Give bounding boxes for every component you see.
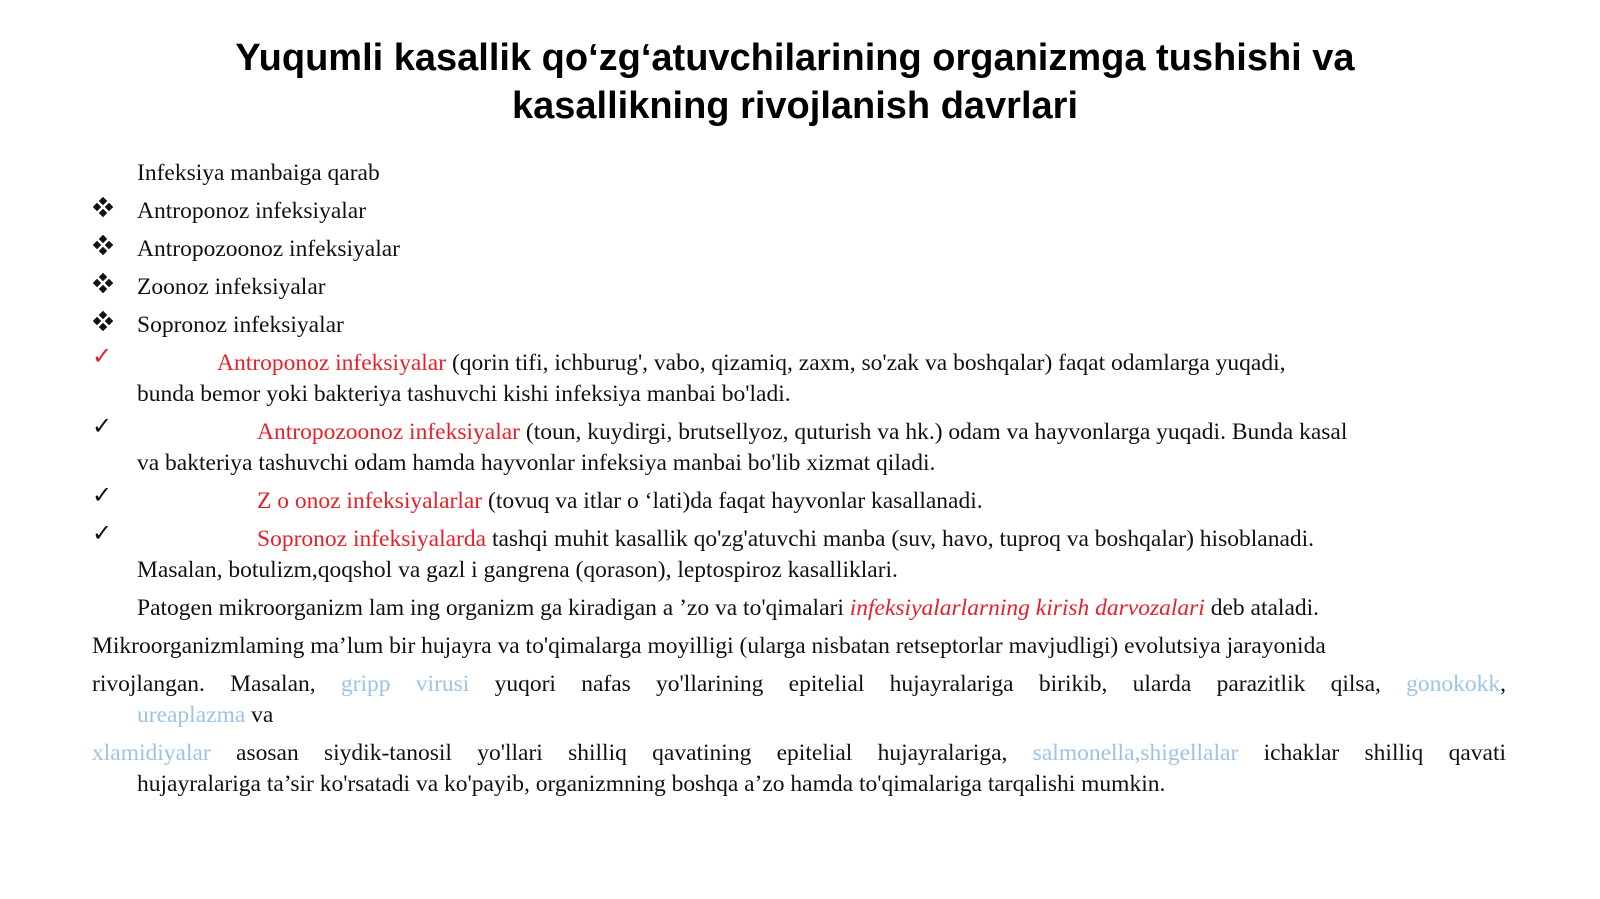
check-term: Antropozoonoz infeksiyalar bbox=[257, 419, 520, 445]
ureaplazma-link[interactable]: ureaplazma bbox=[137, 702, 246, 728]
diamond-bullet-icon bbox=[93, 235, 113, 255]
diamond-bullet-icon bbox=[93, 311, 113, 331]
check-line-2: Masalan, botulizm,qoqshol va gazl i gangrena (qorason), leptospiroz kasalliklari. bbox=[137, 557, 898, 583]
salmonella-shigellalar-link[interactable]: salmonella,shigellalar bbox=[1032, 740, 1239, 766]
bullet-text: Antroponoz infeksiyalar bbox=[137, 198, 367, 224]
entry-gates-term: infeksiyalarlarning kirish darvozalari bbox=[849, 595, 1205, 621]
check-line-1 bbox=[257, 417, 1347, 447]
check-term: Antroponoz infeksiyalar bbox=[217, 350, 447, 376]
paragraph-line-3: rivojlangan. Masalan, gripp virusi yuqori nafas yo'llarining epitelial hujayralariga birikib, ularda parazitlik qilsa, gonokokk, bbox=[92, 671, 1507, 697]
slide-title bbox=[120, 34, 1470, 130]
check-rest: (toun, kuydirgi, brutsellyoz, quturish va hk.) odam va hayvonlarga yuqadi. Bunda kasal bbox=[520, 419, 1348, 445]
check-rest: (qorin tifi, ichburug', vabo, qizamiq, zaxm, so'zak va boshqalar) faqat odamlarga yuqadi, bbox=[446, 350, 1286, 376]
checkmark-icon: ✓ bbox=[92, 414, 113, 440]
gripp-virusi-link[interactable]: gripp virusi bbox=[340, 671, 470, 697]
intro-text: Infeksiya manbaiga qarab bbox=[137, 160, 380, 186]
bullet-text: Sopronoz infeksiyalar bbox=[137, 312, 344, 338]
check-rest: tashqi muhit kasallik qo'zg'atuvchi manba (suv, havo, tuproq va boshqalar) hisoblanadi. bbox=[486, 526, 1315, 552]
check-rest: (tovuq va itlar o ‘lati)da faqat hayvonlar kasallanadi. bbox=[482, 488, 983, 514]
gonokokk-link[interactable]: gonokokk bbox=[1406, 671, 1501, 697]
check-line-1 bbox=[257, 486, 983, 516]
checkmark-icon: ✓ bbox=[92, 483, 113, 509]
paragraph-line-6: hujayralariga ta’sir ko'rsatadi va ko'payib, organizmning boshqa a’zo hamda to'qimalariga tarqalishi mumkin. bbox=[137, 771, 1166, 797]
check-term: Z o onoz infeksiyalarlar bbox=[257, 488, 483, 514]
paragraph-line-5: xlamidiyalar asosan siydik-tanosil yo'llari shilliq qavatining epitelial hujayralariga, salmonella,shigellalar ichaklar shilliq qavati bbox=[92, 740, 1506, 766]
paragraph-line-4: ureaplazma va bbox=[137, 702, 274, 728]
checkmark-icon: ✓ bbox=[92, 521, 113, 547]
xlamidiyalar-link[interactable]: xlamidiyalar bbox=[92, 740, 211, 766]
check-term: Sopronoz infeksiyalarda bbox=[257, 526, 487, 552]
diamond-bullet-icon bbox=[93, 197, 113, 217]
checkmark-icon: ✓ bbox=[92, 344, 113, 370]
check-line-2: va bakteriya tashuvchi odam hamda hayvonlar infeksiya manbai bo'lib xizmat qiladi. bbox=[137, 450, 936, 476]
bullet-text: Zoonoz infeksiyalar bbox=[137, 274, 326, 300]
check-line-1 bbox=[217, 348, 1285, 378]
check-line-1 bbox=[257, 524, 1314, 554]
paragraph-line-1: Patogen mikroorganizm lam ing organizm ga kiradigan a ’zo va to'qimalari infeksiyalarlarning kirish darvozalari deb ataladi. bbox=[137, 595, 1320, 621]
title-line-2: kasallikning rivojlanish davrlari bbox=[511, 85, 1078, 127]
diamond-bullet-icon bbox=[93, 273, 113, 293]
check-line-2: bunda bemor yoki bakteriya tashuvchi kishi infeksiya manbai bo'ladi. bbox=[137, 381, 791, 407]
title-line-1: Yuqumli kasallik qo‘zg‘atuvchilarining organizmga tushishi va bbox=[235, 37, 1355, 79]
paragraph-line-2: Mikroorganizmlaming ma’lum bir hujayra va to'qimalarga moyilligi (ularga nisbatan retseptorlar mavjudligi) evolutsiya jarayonida bbox=[92, 633, 1326, 659]
bullet-text: Antropozoonoz infeksiyalar bbox=[137, 236, 400, 262]
